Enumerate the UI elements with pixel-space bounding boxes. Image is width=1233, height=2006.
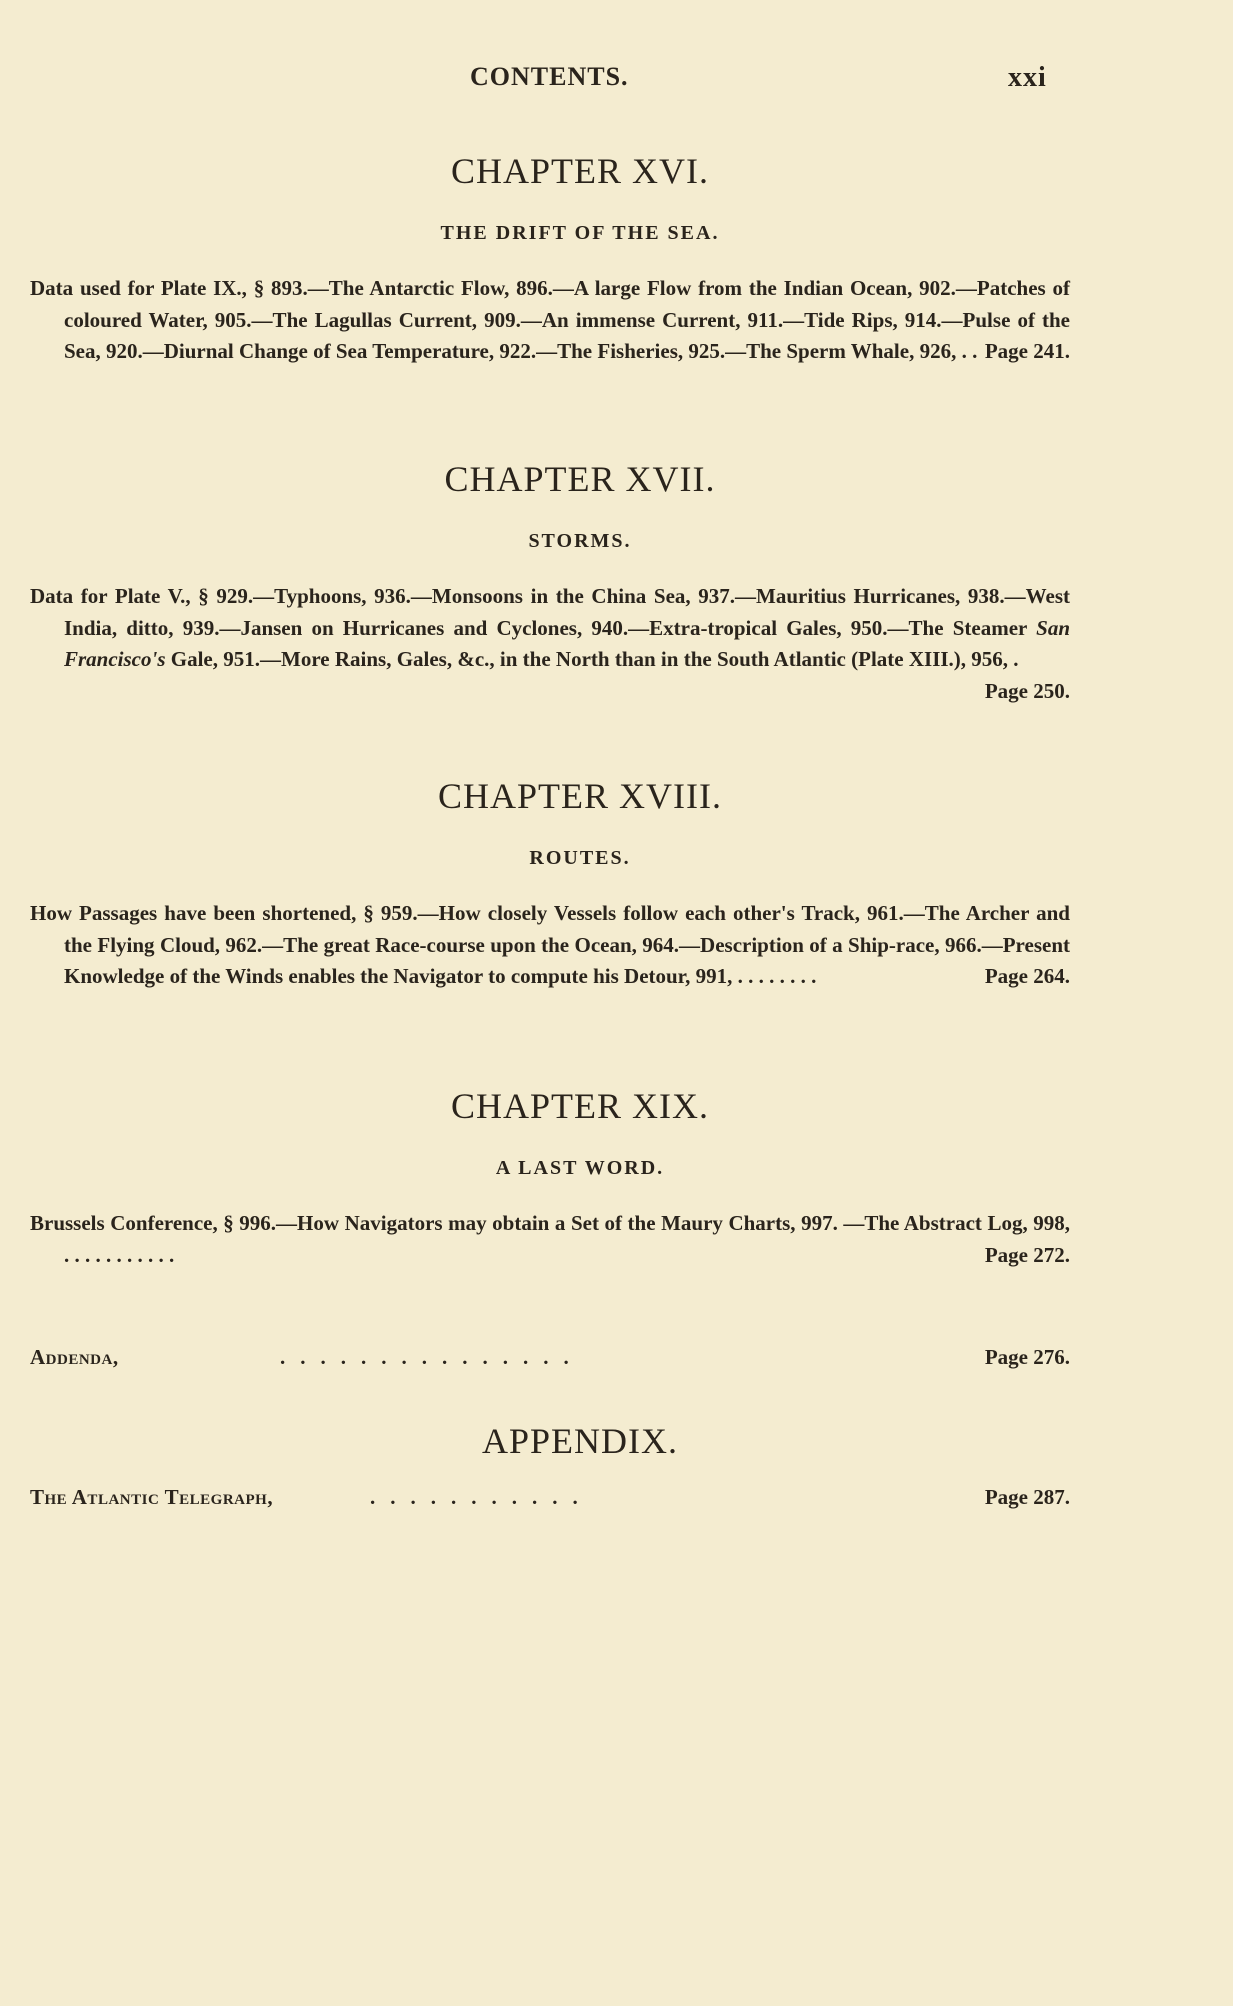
chapter-subtitle: STORMS. xyxy=(528,530,632,552)
running-head-title: CONTENTS. xyxy=(470,62,629,91)
page-number: xxi xyxy=(1008,62,1047,93)
chapter-title: CHAPTER XVIII. xyxy=(438,776,722,816)
chapter-xix-section xyxy=(30,1085,1070,1271)
addenda-label: Addenda, xyxy=(30,1345,119,1369)
chapter-subtitle: ROUTES. xyxy=(529,847,631,869)
addenda-entry xyxy=(30,1345,1070,1375)
page-reference: Page 250. xyxy=(984,678,1070,703)
dot-leader: ............... xyxy=(280,1345,584,1369)
summary-text: Brussels Conference, § 996.—How Navigators may obtain a Set of the Maury Charts, 997. —The Abstract Log, 998, . . . . . . . . . . . xyxy=(30,1211,1070,1267)
chapter-xviii-section xyxy=(30,775,1070,993)
summary-text: Data for Plate V., § 929.—Typhoons, 936.—Monsoons in the China Sea, 937.—Mauritius Hurricanes, 938.—West India, ditto, 939.—Jansen on Hurricanes and Cyclones, 940.—Extra-tropical Gales, 950.—The Steamer xyxy=(30,584,1070,640)
chapter-subtitle: A LAST WORD. xyxy=(495,1157,665,1179)
page-reference: Page 287. xyxy=(984,1485,1070,1509)
chapter-subtitle: THE DRIFT OF THE SEA. xyxy=(440,222,720,244)
chapter-summary xyxy=(30,1208,1070,1271)
page-reference: Page 264. xyxy=(984,964,1070,988)
chapter-title: CHAPTER XVI. xyxy=(450,151,709,191)
chapter-title: CHAPTER XVII. xyxy=(444,459,716,499)
chapter-title: CHAPTER XIX. xyxy=(450,1086,709,1126)
page-reference: Page 272. xyxy=(984,1242,1070,1267)
dot-leader: ........... xyxy=(370,1485,593,1509)
chapter-summary xyxy=(30,273,1070,368)
running-head xyxy=(0,62,1233,102)
chapter-summary xyxy=(30,898,1070,993)
summary-text: How Passages have been shortened, § 959.—How closely Vessels follow each other's Track, 961.—The Archer and the Flying Cloud, 962.—The great Race-course upon the Ocean, 964.—Description of a Ship-race, 966.—Present Knowledge of the Winds enables the Navigator to compute his Detour, 991, . . . . . . . . xyxy=(30,901,1070,988)
summary-text: Data used for Plate IX., § 893.—The Antarctic Flow, 896.—A large Flow from the Indian Ocean, 902.—Patches of coloured Water, 905.—The Lagullas Current, 909.—An immense Current, 911.—Tide Rips, 914.—Pulse of the Sea, 920.—Diurnal Change of Sea Temperature, 922.—The Fisheries, 925.—The Sperm Whale, 926, . . xyxy=(30,276,1070,363)
page-reference: Page 276. xyxy=(984,1345,1070,1369)
appendix-entry-label: The Atlantic Telegraph, xyxy=(30,1485,274,1509)
appendix-title: APPENDIX. xyxy=(481,1421,678,1461)
ship-name: San Francisco's xyxy=(64,615,1070,671)
summary-text-continued: Gale, 951.—More Rains, Gales, &c., in the North than in the South Atlantic (Plate XIII.), 956, . xyxy=(165,647,1019,671)
chapter-xvi-section xyxy=(30,150,1070,368)
appendix-entry xyxy=(30,1485,1070,1515)
page-reference: Page 241. xyxy=(984,339,1070,363)
chapter-xvii-section xyxy=(30,458,1070,707)
chapter-summary xyxy=(30,581,1070,703)
